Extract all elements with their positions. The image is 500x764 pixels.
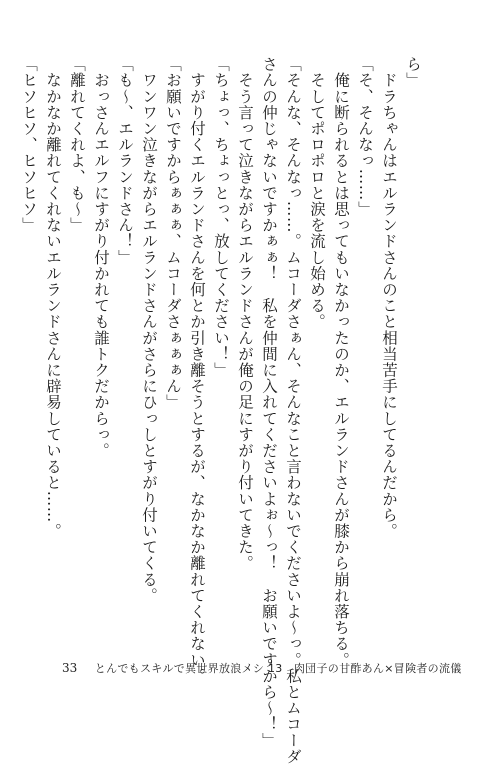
text-line: さんの仲じゃないですかぁぁ！ 私を仲間に入れてくださいよぉ〜っ！ お願いですから〜！」 xyxy=(260,56,278,749)
text-line: 「ちょっ、ちょっとっ、放してください！」 xyxy=(212,56,230,378)
text-line: 「も〜、エルランドさん！」 xyxy=(116,56,134,266)
text-line: 俺に断られるとは思ってもいなかったのか、エルランドさんが膝から崩れ落ちる。 xyxy=(332,56,350,668)
text-line: ドラちゃんはエルランドさんのこと相当苦手にしてるんだから。 xyxy=(380,56,398,539)
text-line: 「そ、そんなっ……」 xyxy=(356,56,374,217)
text-line: 「そんな、そんなっ……。ムコーダさぁん、そんなこと言わないでくださいよ〜っ。私とムコーダ xyxy=(284,56,302,764)
page-number: 33 xyxy=(62,661,78,675)
text-line: すがり付くエルランドさんを何とか引き離そうとするが、なかなか離れてくれない。 xyxy=(188,56,206,684)
text-line: ら」 xyxy=(404,56,422,89)
text-line: 「お願いですからぁぁぁ、ムコーダさぁぁぁん」 xyxy=(164,56,182,411)
text-line: 「離れてくれよ、も〜」 xyxy=(68,56,86,234)
text-line: そう言って泣きながらエルランドさんが俺の足にすがり付いてきた。 xyxy=(236,56,254,572)
text-line: おっさんエルフにすがり付かれても誰トクだからっ。 xyxy=(92,56,110,459)
running-title: とんでもスキルで異世界放浪メシ 13 肉団子の甘酢あん×冒険者の流儀 xyxy=(94,662,462,675)
text-line: ワンワン泣きながらエルランドさんがさらにひっしとすがり付いてくる。 xyxy=(140,56,158,604)
page-footer xyxy=(62,660,462,680)
text-line: なかなか離れてくれないエルランドさんに辟易していると……。 xyxy=(44,56,62,539)
text-line: そしてポロポロと涙を流し始める。 xyxy=(308,56,326,330)
text-line: 「ヒソヒソ、ヒソヒソ」 xyxy=(20,56,38,234)
